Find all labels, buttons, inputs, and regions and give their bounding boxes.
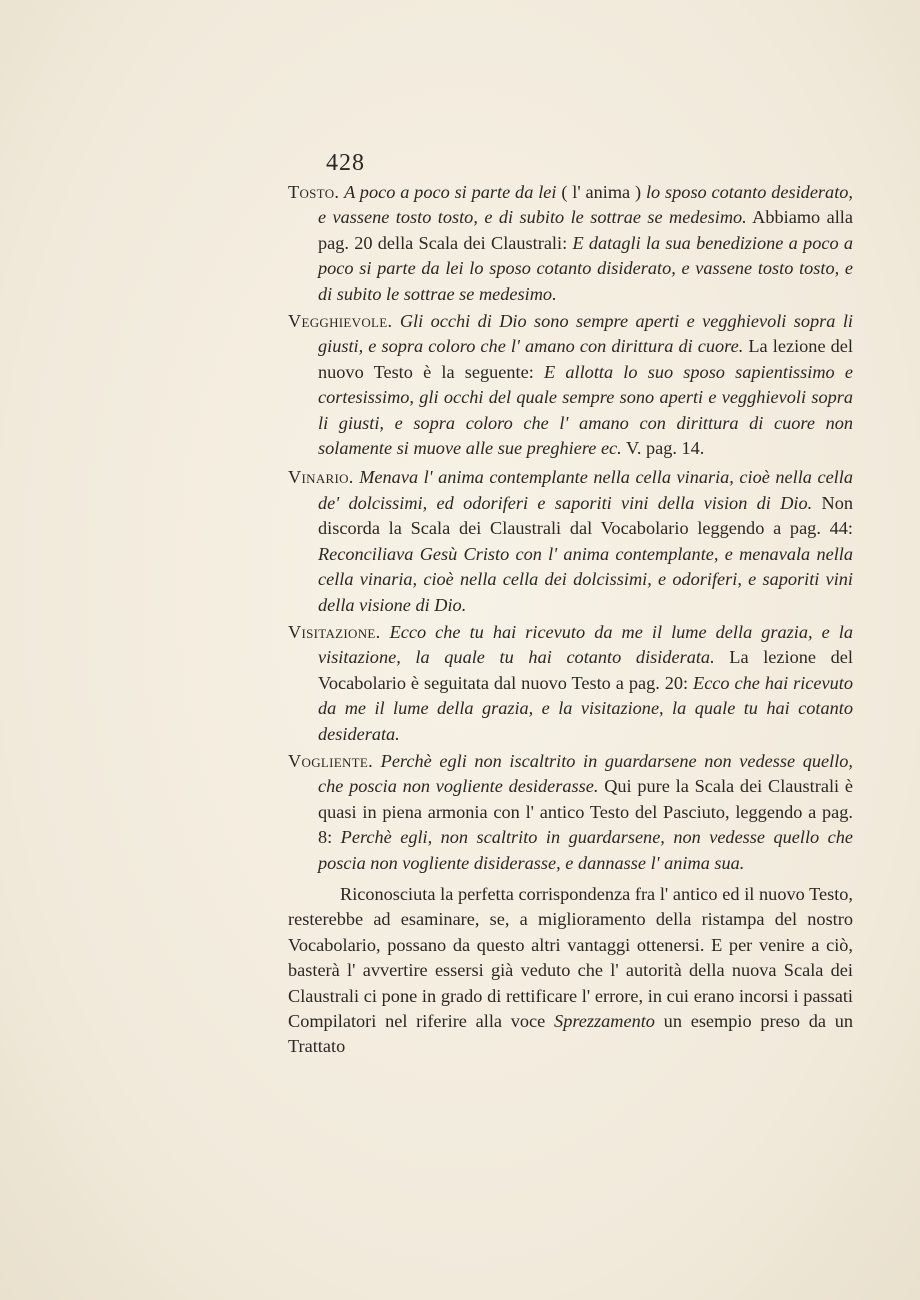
paragraph-italic-text: Sprezzamento [554,1011,655,1031]
dictionary-entry [288,465,853,617]
paragraph-text: un esempio preso da un Trattato [288,1011,853,1057]
entry-quote-text: Ecco che hai ricevuto da me il lume della grazia, e la visitazione, la quale tu hai cotanto desiderata. [318,672,854,744]
entry-body-text [381,622,390,642]
page-body [288,180,853,1060]
dictionary-entry [288,180,853,307]
closing-paragraph [288,882,853,1060]
entry-quote-text: Ecco che tu hai ricevuto da me il lume della grazia, e la visitazione, la quale tu hai cotanto disiderata. [318,621,853,668]
entry-body-text: Abbiamo alla pag. 20 della Scala dei Claustrali: [318,207,853,253]
paragraph-text: Riconosciuta la perfetta corrispondenza fra l' antico ed il nuovo Testo, resterebbe ad esaminare, se, a miglioramento della ristampa del nostro Vocabolario, possano da questo altri vantaggi ottenersi. E per venire a ciò, basterà l' avvertire essersi già veduto che l' autorità della nuova Scala dei Claustrali ci pone in grado di rettificare l' errore, in cui erano incorsi i passati Compilatori nel riferire alla voce [288,883,853,1031]
entry-quote-text: E datagli la sua benedizione a poco a poco si parte da lei lo sposo cotanto disiderato, e vassene tosto tosto, e di subito le sottrae se medesimo. [318,232,853,304]
dictionary-entry [288,749,853,876]
entry-lemma: Visitazione. [288,621,381,642]
entry-quote-text: Gli occhi di Dio sono sempre aperti e vegghievoli sopra li giusti, e sopra coloro che l' amano con dirittura di cuore. [318,311,853,357]
entry-lemma: Tosto. [288,182,340,202]
entry-lemma: Vogliente. [288,750,374,771]
entry-body-text: Non discorda la Scala dei Claustrali dal Vocabolario leggendo a pag. 44: [318,492,853,539]
entry-quote-text: Perchè egli non iscaltrito in guardarsene non vedesse quello, che poscia non vogliente desiderasse. [318,750,853,797]
entry-lemma: Vegghievole. [288,311,393,332]
entry-quote-text: Perchè egli, non scaltrito in guardarsene, non vedesse quello che poscia non vogliente disiderasse, e dannasse l' anima sua. [318,827,853,873]
entry-body-text: Qui pure la Scala dei Claustrali è quasi in piena armonia con l' antico Testo del Pasciuto, leggendo a pag. 8: [318,776,853,848]
entry-body-text [373,751,381,771]
entry-lemma: Vinario. [288,467,354,488]
entry-body-text: La lezione del nuovo Testo è la seguente: [318,336,853,382]
entry-quote-text: Reconciliava Gesù Cristo con l' anima contemplante, e menavala nella cella vinaria, cioè nella cella dei dolcissimi, e odoriferi, e saporiti vini della visione di Dio. [318,543,853,615]
entry-body-text: La lezione del Vocabolario è seguitata dal nuovo Testo a pag. 20: [318,647,853,693]
entry-body-text: V. pag. 14. [621,438,705,459]
page-number: 428 [326,150,365,176]
entry-quote-text: E allotta lo suo sposo sapientissimo e cortesissimo, gli occhi del quale sempre sono aperti e vegghievoli sopra li giusti, e sopra coloro che l' amano con dirittura di cuore non solamente si muove alle sue preghiere ec. [318,361,853,459]
entry-body-text [392,311,399,331]
entry-quote-text: lo sposo cotanto desiderato, e vassene tosto tosto, e di subito le sottrae se medesimo. [318,182,853,228]
entry-quote-text: Menava l' anima contemplante nella cella vinaria, cioè nella cella de' dolcissimi, ed odoriferi e saporiti vini della vision di Dio. [318,467,853,513]
entry-quote-text: A poco a poco si parte da lei [344,182,557,202]
entry-body-text: ( l' anima ) [556,182,646,202]
dictionary-entry [288,309,853,461]
dictionary-entry [288,620,853,747]
